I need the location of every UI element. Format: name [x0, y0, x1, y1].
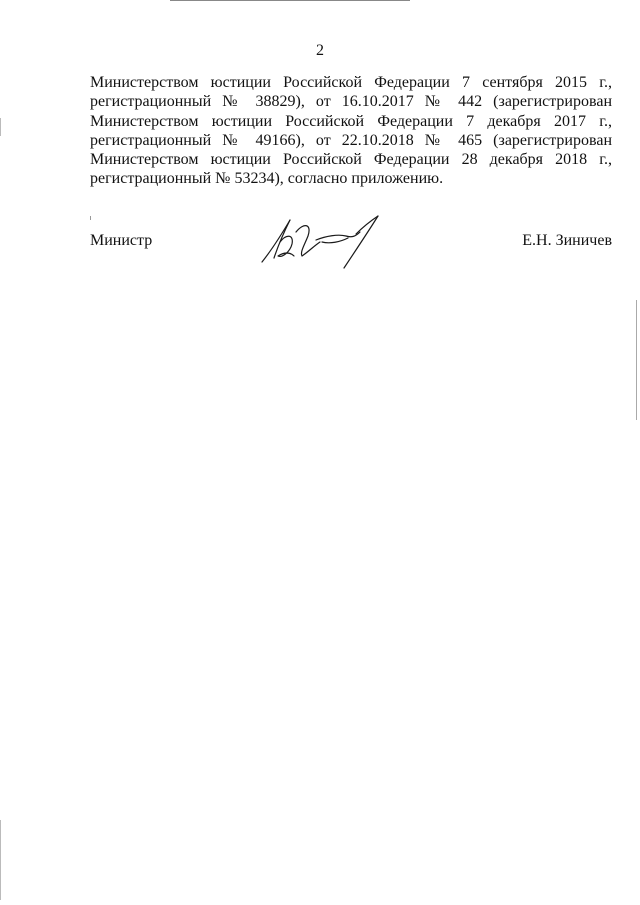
scan-edge-left	[0, 820, 1, 900]
page-number: 2	[316, 42, 324, 59]
signatory-name: Е.Н. Зиничев	[522, 232, 612, 249]
scan-edge-right	[636, 300, 637, 420]
scan-edge-top	[170, 0, 410, 1]
handwritten-signature	[260, 212, 380, 270]
scan-edge-left	[0, 118, 1, 136]
body-paragraph: Министерством юстиции Российской Федерации 7 сентября 2015 г., регистрационный № 38829), от 16.10.2017 № 442 (зарегистрирован Министерством юстиции Российской Федерации 7 декабря 2017 г., регистрационный № 49166), от 22.10.2018 № 465 (зарегистрирован Министерством юстиции Российской Федерации 28 декабря 2018 г., регистрационный № 53234), согласно приложению.	[90, 74, 612, 188]
signatory-title: Министр	[90, 232, 153, 249]
margin-mark	[90, 216, 91, 220]
